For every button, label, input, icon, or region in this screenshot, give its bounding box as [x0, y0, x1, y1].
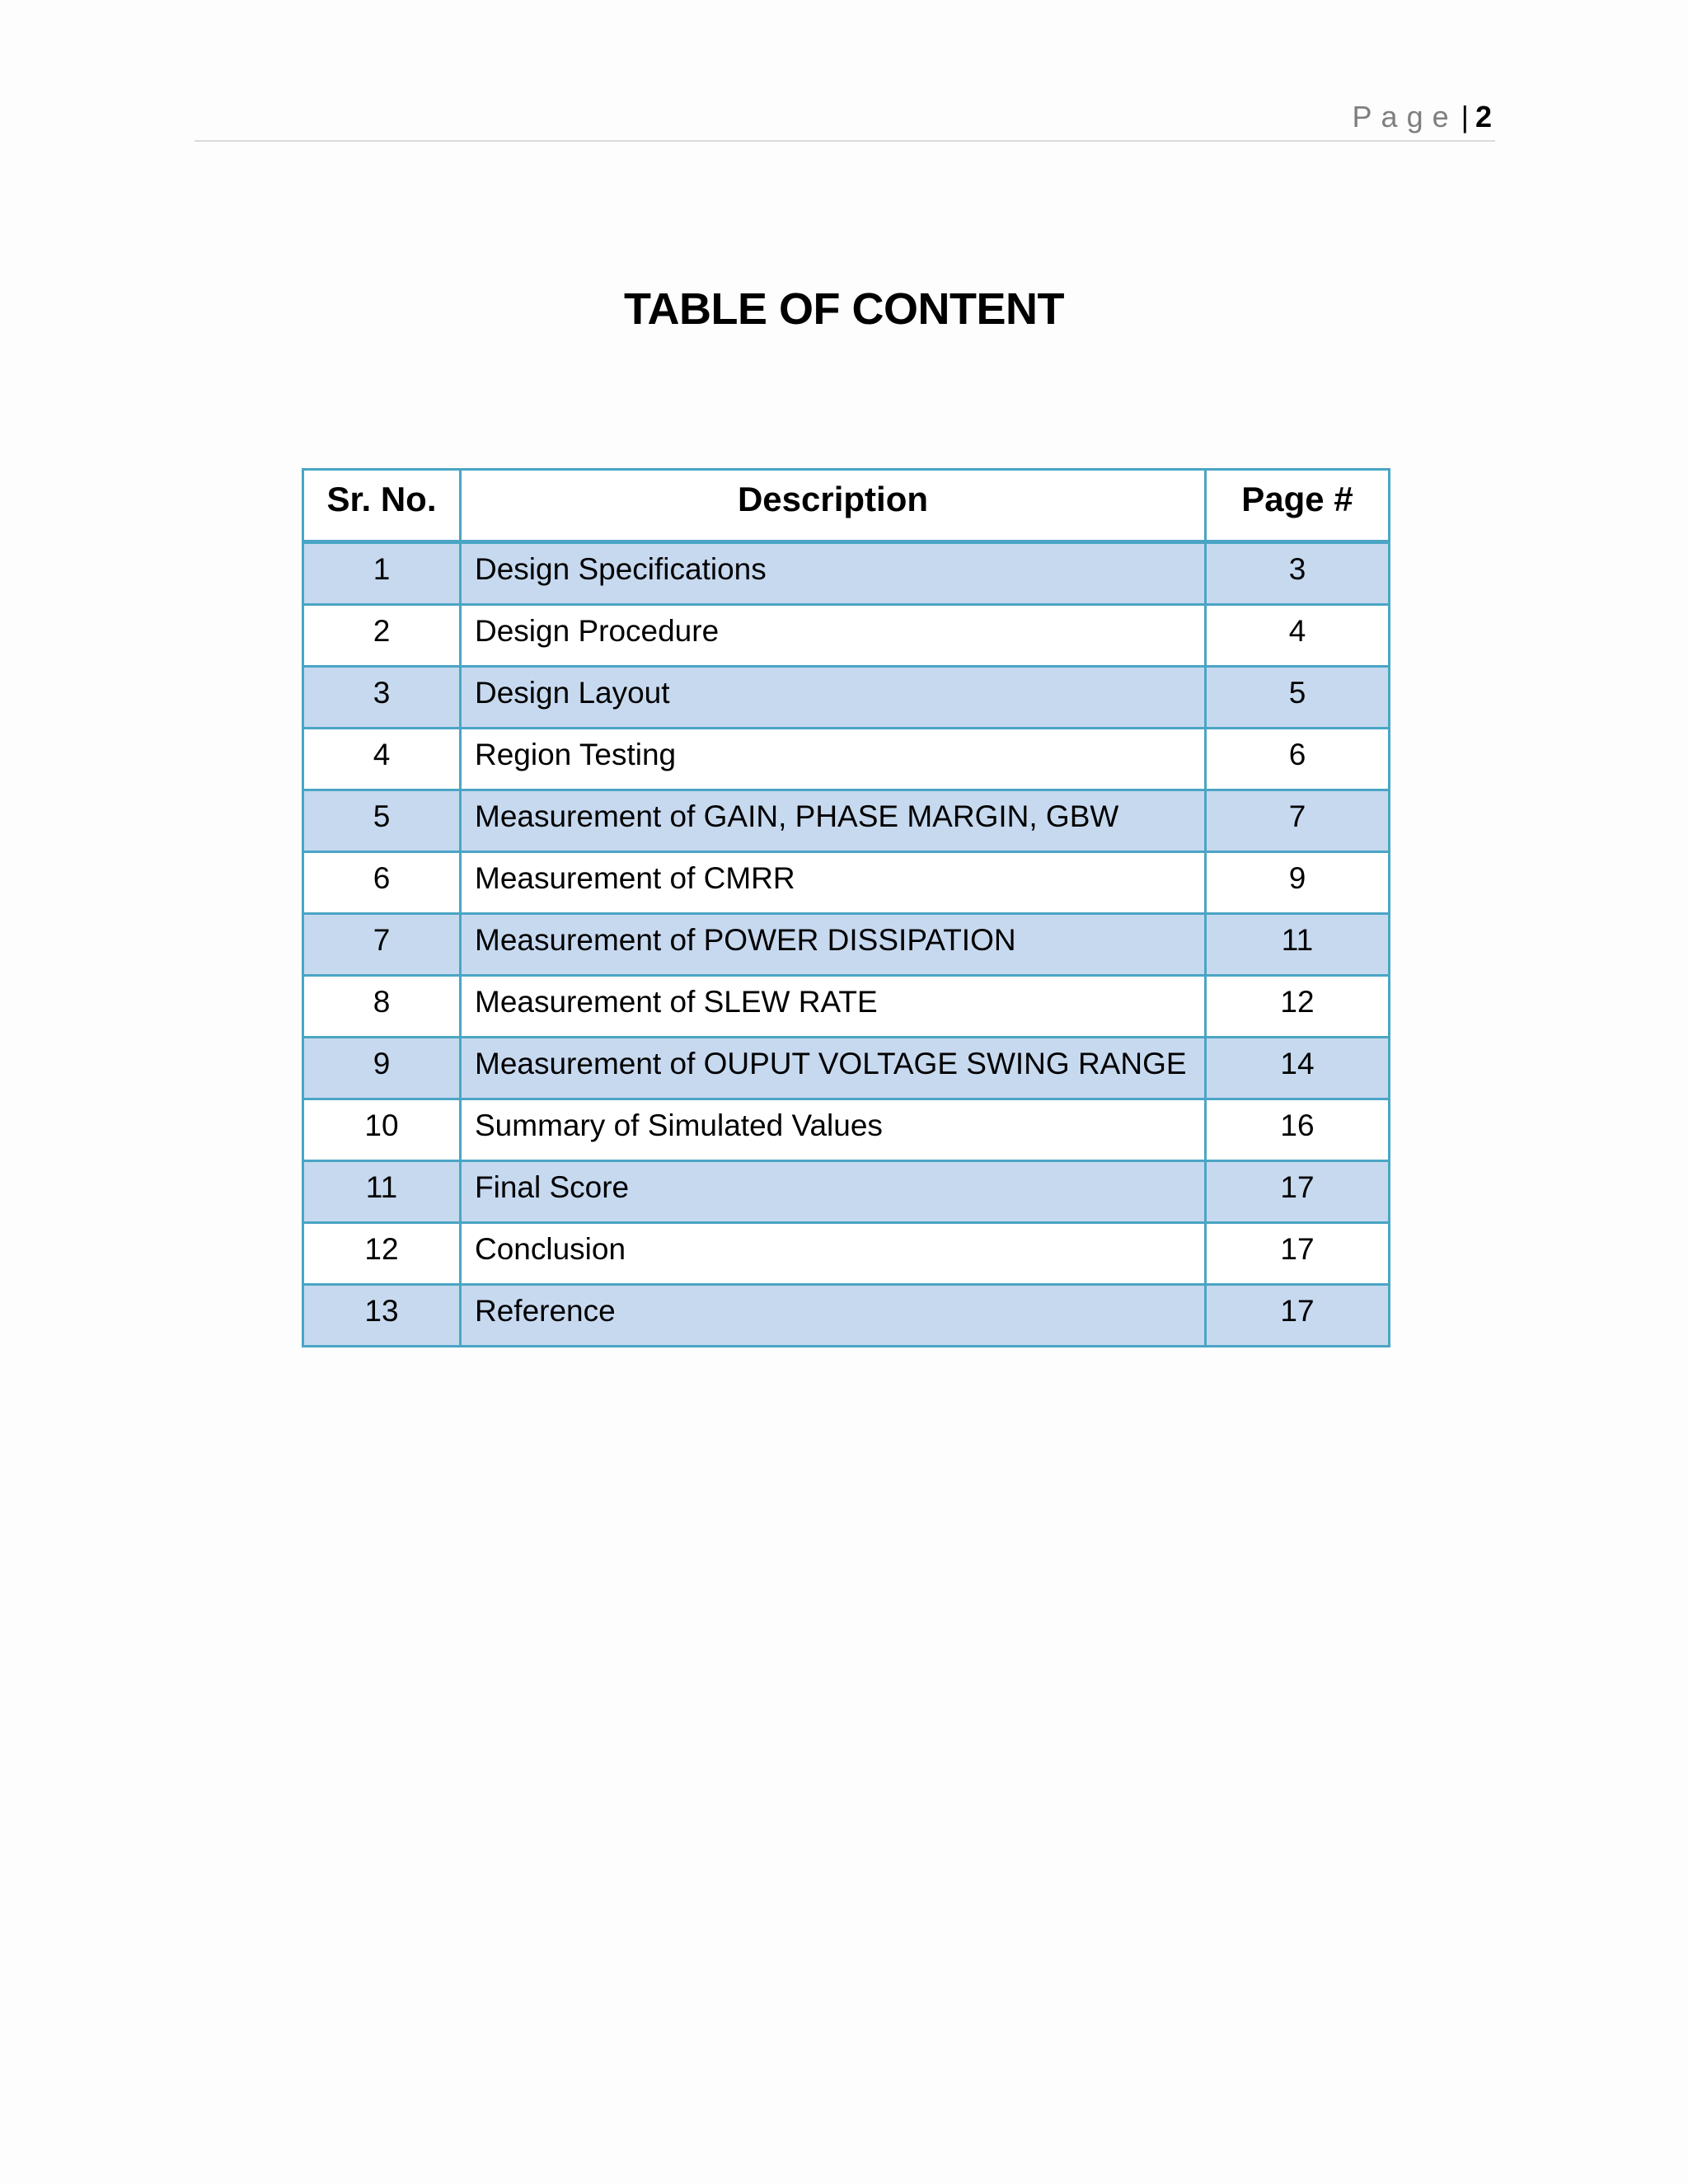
row-description: Design Specifications: [461, 542, 1206, 605]
table-row: [303, 542, 1390, 605]
table-row: [303, 852, 1390, 914]
row-page: 4: [1206, 605, 1390, 667]
row-number: 3: [303, 667, 461, 729]
table-row: [303, 667, 1390, 729]
row-number: 7: [303, 914, 461, 976]
row-page: 14: [1206, 1038, 1390, 1099]
column-header-page: Page #: [1206, 470, 1390, 542]
row-number: 8: [303, 976, 461, 1038]
table-row: [303, 1099, 1390, 1161]
row-number: 6: [303, 852, 461, 914]
page-word: Page: [1352, 100, 1458, 134]
row-description: Design Procedure: [461, 605, 1206, 667]
row-description: Region Testing: [461, 729, 1206, 790]
row-page: 17: [1206, 1161, 1390, 1223]
table-row: [303, 1223, 1390, 1285]
table-row: [303, 914, 1390, 976]
table-row: [303, 1285, 1390, 1347]
page-indicator: [1353, 99, 1492, 135]
row-number: 13: [303, 1285, 461, 1347]
table-row: [303, 1161, 1390, 1223]
document-title: TABLE OF CONTENT: [624, 284, 1064, 334]
row-description: Measurement of SLEW RATE: [461, 976, 1206, 1038]
page-separator: |: [1461, 100, 1469, 134]
row-page: 3: [1206, 542, 1390, 605]
page-header: [195, 92, 1495, 142]
row-number: 11: [303, 1161, 461, 1223]
row-description: Measurement of OUPUT VOLTAGE SWING RANGE: [461, 1038, 1206, 1099]
row-page: 6: [1206, 729, 1390, 790]
table-row: [303, 976, 1390, 1038]
row-description: Measurement of CMRR: [461, 852, 1206, 914]
page-number: 2: [1475, 100, 1492, 134]
row-number: 1: [303, 542, 461, 605]
row-page: 12: [1206, 976, 1390, 1038]
row-page: 16: [1206, 1099, 1390, 1161]
row-description: Measurement of GAIN, PHASE MARGIN, GBW: [461, 790, 1206, 852]
row-page: 17: [1206, 1285, 1390, 1347]
column-header-sr-no: Sr. No.: [303, 470, 461, 542]
row-page: 9: [1206, 852, 1390, 914]
table-row: [303, 605, 1390, 667]
row-number: 2: [303, 605, 461, 667]
row-number: 12: [303, 1223, 461, 1285]
row-page: 17: [1206, 1223, 1390, 1285]
row-description: Final Score: [461, 1161, 1206, 1223]
table-header-row: [303, 470, 1390, 542]
row-number: 4: [303, 729, 461, 790]
row-description: Reference: [461, 1285, 1206, 1347]
table-row: [303, 790, 1390, 852]
row-page: 5: [1206, 667, 1390, 729]
table-row: [303, 1038, 1390, 1099]
row-page: 7: [1206, 790, 1390, 852]
row-page: 11: [1206, 914, 1390, 976]
column-header-description: Description: [461, 470, 1206, 542]
table-row: [303, 729, 1390, 790]
row-number: 10: [303, 1099, 461, 1161]
row-number: 5: [303, 790, 461, 852]
row-description: Measurement of POWER DISSIPATION: [461, 914, 1206, 976]
row-description: Summary of Simulated Values: [461, 1099, 1206, 1161]
row-description: Design Layout: [461, 667, 1206, 729]
toc-table: [302, 468, 1390, 1347]
row-description: Conclusion: [461, 1223, 1206, 1285]
row-number: 9: [303, 1038, 461, 1099]
